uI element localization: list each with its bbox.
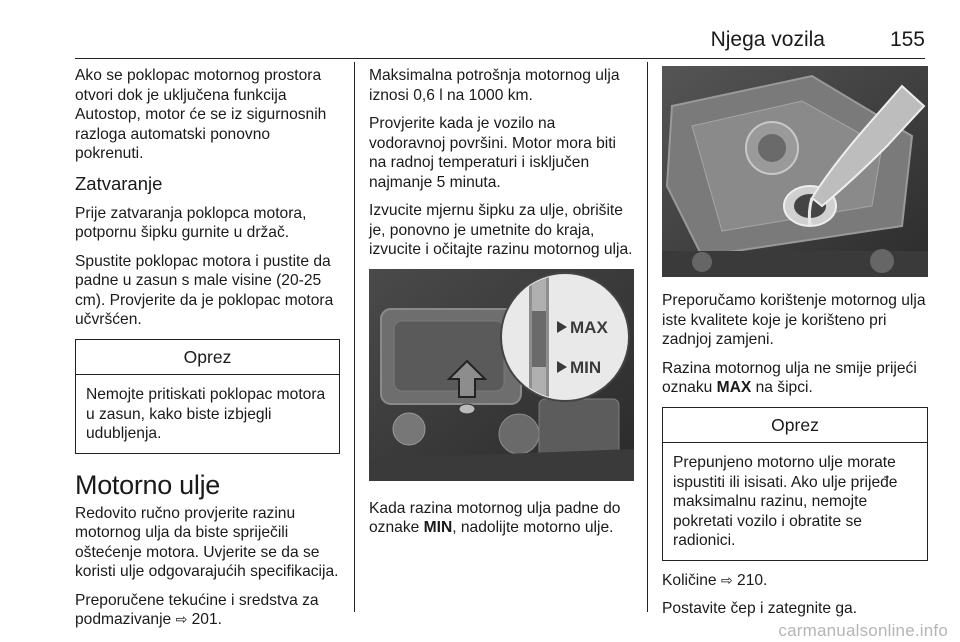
check-conditions-paragraph: Provjerite kada je vozilo na vodoravnoj površini. Motor mora biti na radnoj temperaturi i isključen najmanje 5 minuta. bbox=[369, 115, 617, 191]
max-mark-text: MAX bbox=[716, 379, 752, 396]
page-header bbox=[75, 26, 925, 59]
max-level-paragraph: Razina motornog ulja ne smije prijeći oznaku MAX na šipci. bbox=[662, 359, 917, 396]
oil-consumption-paragraph: Maksimalna potrošnja motornog ulja iznosi 0,6 l na 1000 km. bbox=[369, 67, 620, 104]
page-number: 155 bbox=[889, 28, 925, 51]
page-reference-icon-2[interactable]: ⇨ bbox=[720, 571, 733, 588]
max-label: MAX bbox=[570, 317, 608, 337]
oil-quality-paragraph: Preporučamo korištenje motornog ulja iste kvalitete koje je korišteno pri zadnjoj zamjeni. bbox=[662, 292, 926, 348]
page-reference-number[interactable]: 201. bbox=[187, 611, 222, 628]
column-1 bbox=[75, 66, 340, 639]
oil-check-paragraph: Redovito ručno provjerite razinu motornog ulja da biste spriječili oštećenje motora. Uvjerite se da se koristi ulje odgovarajućih specifikacija. bbox=[75, 504, 339, 580]
column-3 bbox=[662, 66, 928, 628]
autostop-paragraph: Ako se poklopac motornog prostora otvori dok je uključena funkcija Autostop, motor će se iz sigurnosnih razloga automatski ponovno pokrenuti. bbox=[75, 67, 327, 162]
min-label: MIN bbox=[570, 357, 602, 377]
engine-oil-heading: Motorno ulje bbox=[75, 469, 220, 500]
caution-title: Oprez bbox=[76, 340, 339, 376]
caution-text: Nemojte pritiskati poklopac motora u zasun, kako biste izbjegli udubljenja. bbox=[86, 386, 326, 442]
section-title: Njega vozila bbox=[710, 28, 825, 51]
cap-instruction-paragraph: Postavite čep i zategnite ga. bbox=[662, 600, 858, 617]
dipstick-instructions-paragraph: Izvucite mjernu šipku za ulje, obrišite je, ponovno je umetnite do kraja, izvucite i očitajte razinu motornog ulja. bbox=[369, 202, 633, 258]
caution-box-1 bbox=[75, 339, 340, 454]
page-reference-number-2[interactable]: 210. bbox=[732, 571, 768, 589]
caution-box-2 bbox=[662, 407, 928, 561]
quantities-reference-paragraph: Količine ⇨ 210. bbox=[662, 571, 768, 589]
caution-title-2: Oprez bbox=[663, 408, 927, 444]
top-up-paragraph: Kada razina motornog ulja padne do oznake MIN, nadolijte motorno ulje. bbox=[369, 499, 621, 536]
column-2 bbox=[369, 66, 633, 547]
dipstick-illustration bbox=[369, 269, 634, 481]
closing-paragraph-2: Spustite poklopac motora i pustite da padne u zasun s male visine (20-25 cm). Provjerite da je poklopac motora učvršćen. bbox=[75, 252, 334, 328]
closing-heading: Zatvaranje bbox=[75, 172, 163, 194]
oil-filling-illustration bbox=[662, 66, 928, 277]
caution-text-2: Prepunjeno motorno ulje morate ispustiti ili isisati. Ako ulje prijeđe maksimalnu razinu, nemojte pokretati vozilo i obratite se radionici. bbox=[673, 454, 898, 549]
closing-paragraph-1: Prije zatvaranja poklopca motora, potpornu šipku gurnite u držač. bbox=[75, 204, 307, 241]
column-divider-2 bbox=[647, 62, 648, 612]
column-divider-1 bbox=[354, 62, 355, 612]
page-reference-icon[interactable]: ⇨ bbox=[175, 611, 188, 627]
watermark: carmanualsonline.info bbox=[778, 621, 948, 640]
fluids-reference-paragraph: Preporučene tekućine i sredstva za podmazivanje ⇨ 201. bbox=[75, 591, 319, 628]
min-mark-text: MIN bbox=[423, 519, 453, 536]
